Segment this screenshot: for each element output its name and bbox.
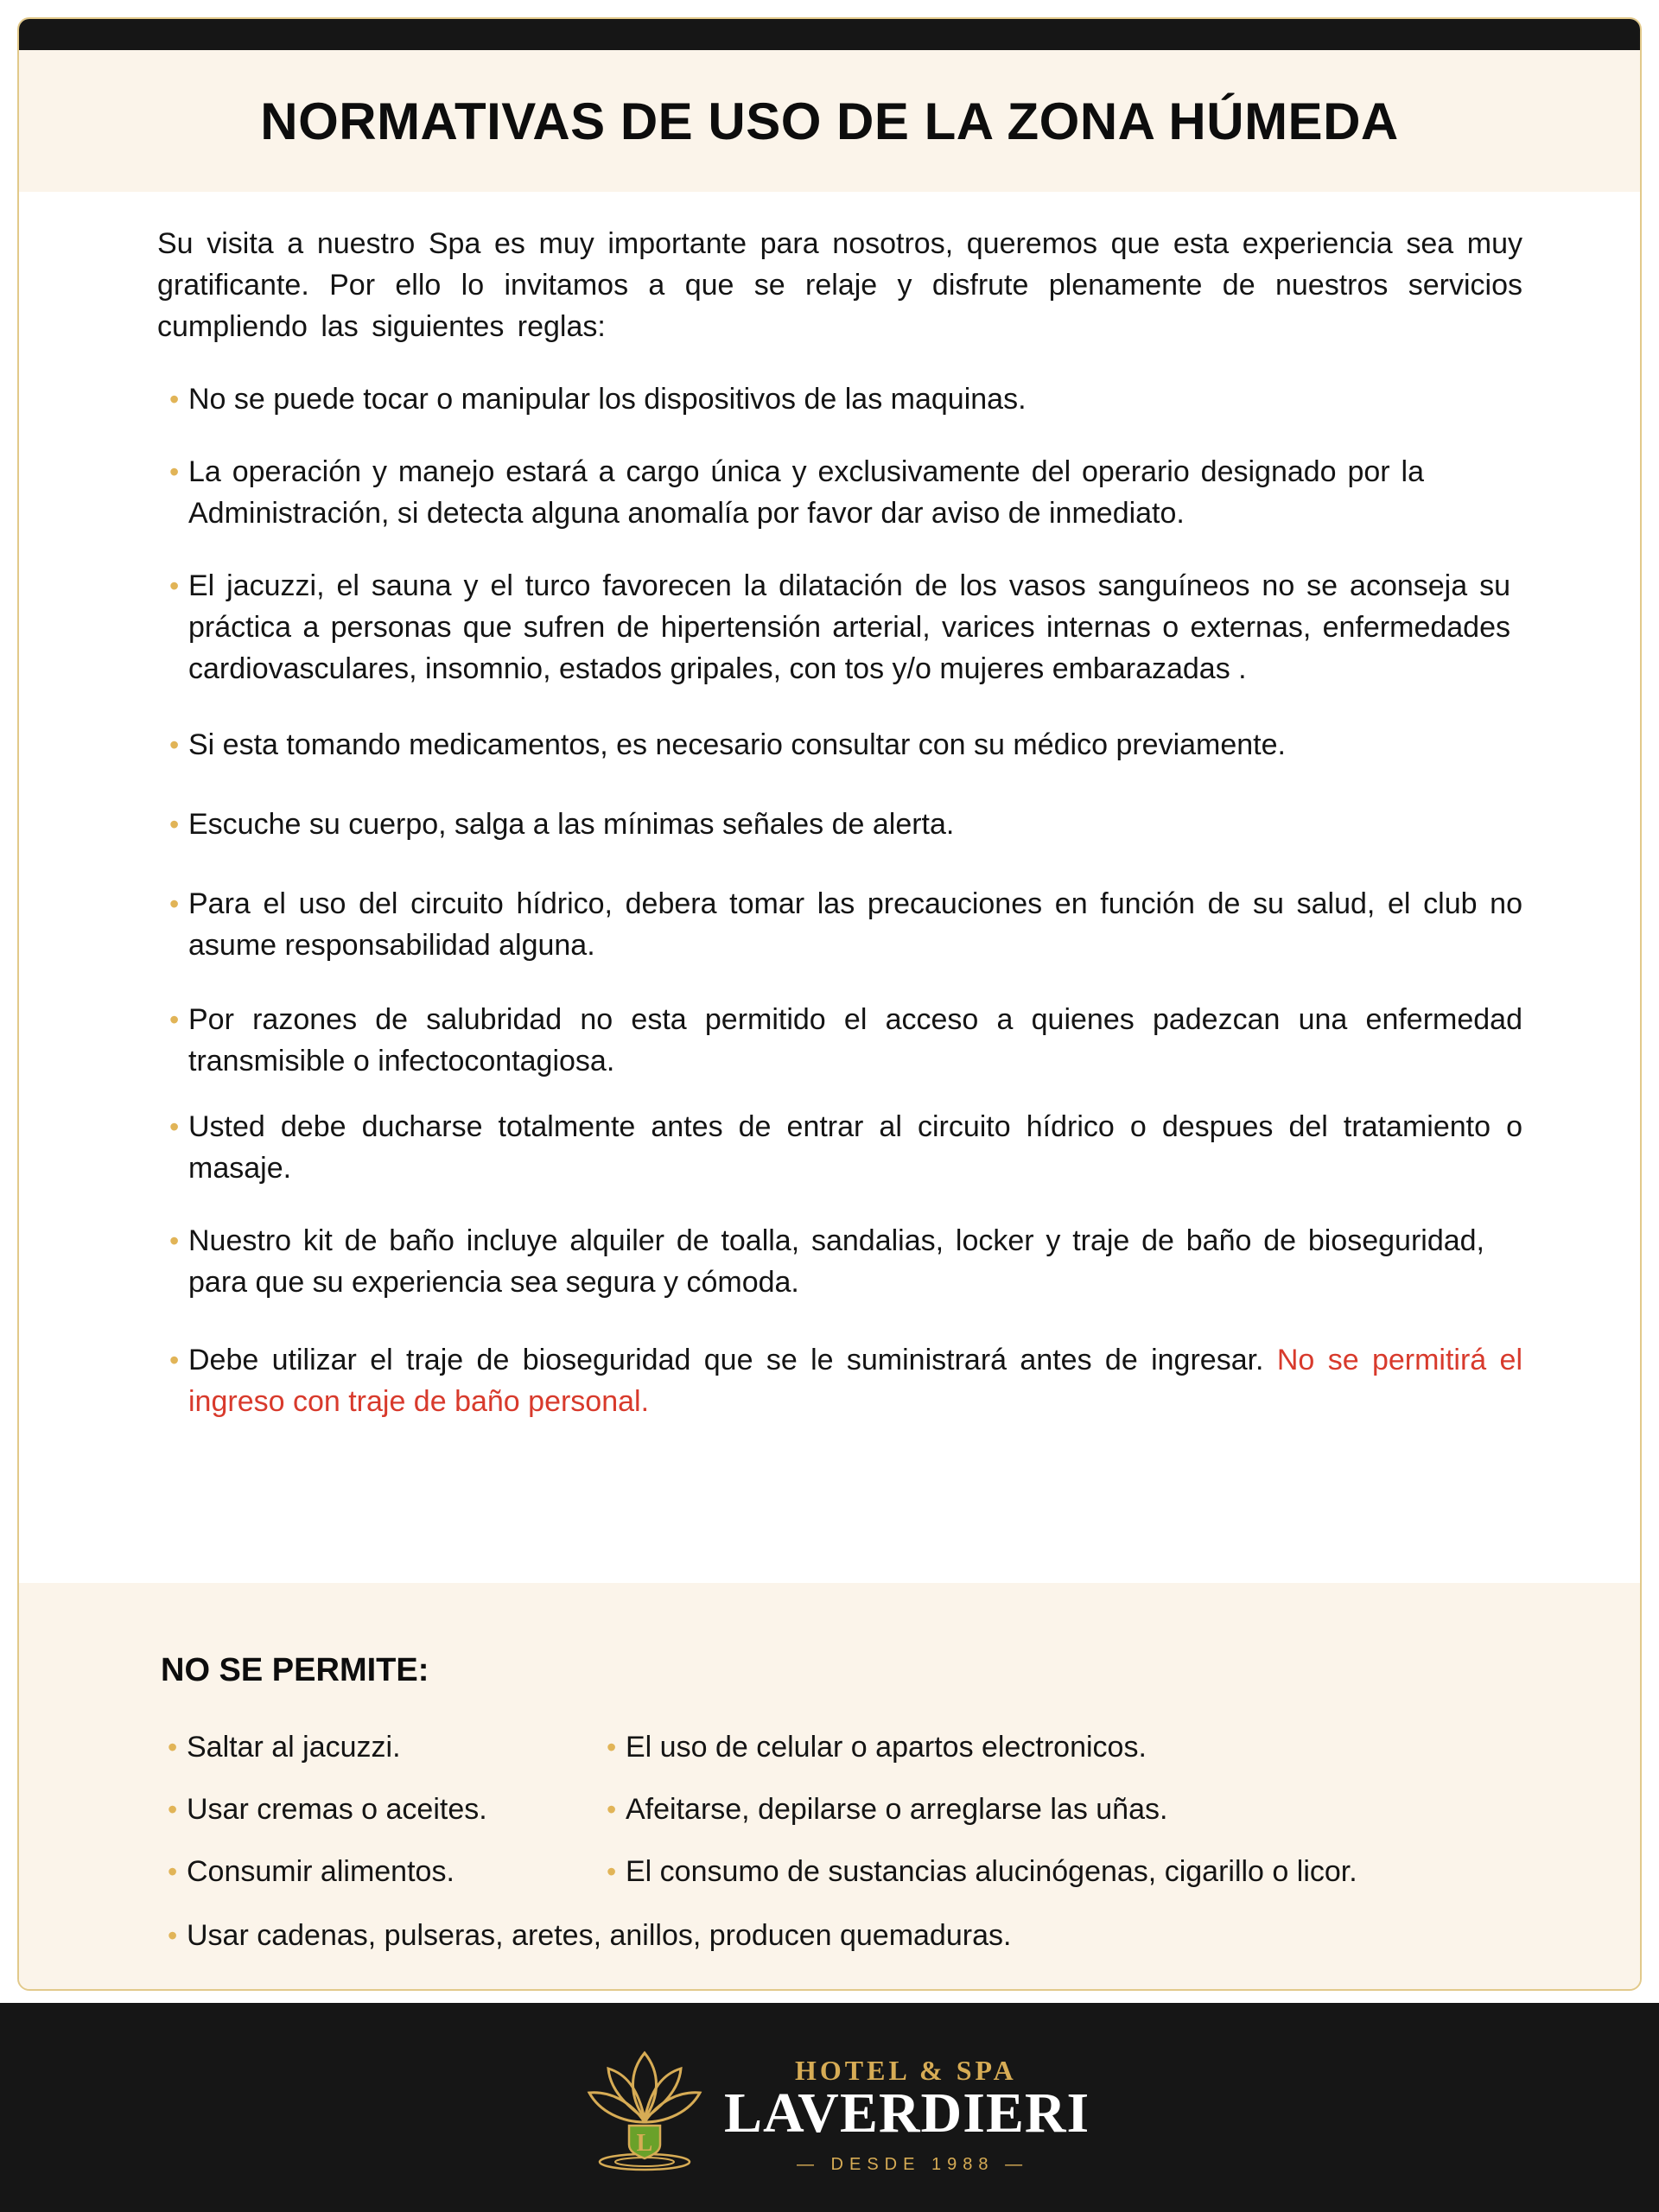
bullet-icon: • <box>607 1732 617 1763</box>
bullet-icon: • <box>169 1344 180 1376</box>
not-permitted-item <box>168 1728 401 1766</box>
bullet-icon: • <box>168 1920 178 1951</box>
not-permitted-item <box>607 1790 1167 1828</box>
not-permitted-section <box>19 1583 1640 1991</box>
lotus-logo-icon <box>584 2044 705 2174</box>
bullet-icon: • <box>169 888 180 919</box>
rule-text: Para el uso del circuito hídrico, debera tomar las precauciones en función de su salud, el club no asume responsabilidad alguna. <box>188 887 1522 962</box>
not-permitted-item <box>607 1853 1357 1891</box>
not-permitted-text: Afeitarse, depilarse o arreglarse las uñas. <box>626 1793 1168 1826</box>
rule-item <box>169 1106 1522 1189</box>
not-permitted-item <box>168 1916 1011 1955</box>
rule-item <box>169 883 1522 966</box>
rule-item <box>169 451 1424 534</box>
rule-item <box>169 724 1522 766</box>
rule-text: La operación y manejo estará a cargo única y exclusivamente del operario designado por la Administración, si detecta alguna anomalía por favor dar aviso de inmediato. <box>188 455 1424 530</box>
not-permitted-text: Saltar al jacuzzi. <box>187 1731 401 1764</box>
bullet-icon: • <box>168 1856 178 1887</box>
rule-text: Usted debe ducharse totalmente antes de entrar al circuito hídrico o despues del tratamiento o masaje. <box>188 1110 1522 1185</box>
rule-item <box>169 999 1522 1082</box>
rule-text: Por razones de salubridad no esta permitido el acceso a quienes padezcan una enfermedad transmisible o infectocontagiosa. <box>188 1003 1522 1077</box>
bullet-icon: • <box>607 1856 617 1887</box>
rule-item <box>169 1339 1522 1422</box>
rules-content <box>157 192 1522 1422</box>
rule-text: Escuche su cuerpo, salga a las mínimas señales de alerta. <box>188 808 955 841</box>
bullet-icon: • <box>168 1732 178 1763</box>
brand-since: — DESDE 1988 — <box>797 2155 1029 2174</box>
top-bar <box>19 19 1640 50</box>
not-permitted-text: Usar cadenas, pulseras, aretes, anillos, producen quemaduras. <box>187 1919 1012 1952</box>
bullet-icon: • <box>169 1225 180 1256</box>
bullet-icon: • <box>169 570 180 601</box>
not-permitted-text: El consumo de sustancias alucinógenas, cigarillo o licor. <box>626 1855 1357 1888</box>
not-permitted-item <box>168 1790 487 1828</box>
bullet-icon: • <box>169 1004 180 1035</box>
brand-subtitle: HOTEL & SPA <box>795 2055 1017 2086</box>
page-title: NORMATIVAS DE USO DE LA ZONA HÚMEDA <box>260 92 1399 150</box>
logo-letter: L <box>636 2130 653 2157</box>
rule-item <box>169 565 1510 690</box>
not-permitted-item <box>607 1728 1147 1766</box>
not-permitted-title: NO SE PERMITE: <box>161 1652 429 1688</box>
rule-text: El jacuzzi, el sauna y el turco favorecen la dilatación de los vasos sanguíneos no se aconseja su práctica a personas que sufren de hipertensión arterial, varices internas o externas, enfermedades cardiovasculares, insomnio, estados gripales, con tos y/o mujeres embarazadas . <box>188 569 1510 685</box>
brand-name: LAVERDIERI <box>724 2082 1090 2145</box>
footer <box>0 2003 1659 2212</box>
not-permitted-item <box>168 1853 454 1891</box>
title-band <box>19 50 1640 192</box>
bullet-icon: • <box>169 1111 180 1142</box>
not-permitted-text: Usar cremas o aceites. <box>187 1793 487 1826</box>
bullet-icon: • <box>607 1794 617 1825</box>
rule-item <box>169 804 1522 845</box>
bullet-icon: • <box>169 456 180 487</box>
bullet-icon: • <box>169 384 180 415</box>
intro-paragraph: Su visita a nuestro Spa es muy importante para nosotros, queremos que esta experiencia sea muy gratificante. Por ello lo invitamos a que se relaje y disfrute plenamente de nuestros servicios cumpliendo las siguientes reglas: <box>157 227 1522 343</box>
rule-text: Si esta tomando medicamentos, es necesario consultar con su médico previamente. <box>188 728 1286 761</box>
rule-text: Debe utilizar el traje de bioseguridad que se le suministrará antes de ingresar. <box>188 1344 1264 1376</box>
rule-item <box>169 378 1522 420</box>
rule-item <box>169 1220 1484 1303</box>
rule-text: Nuestro kit de baño incluye alquiler de toalla, sandalias, locker y traje de baño de bioseguridad, para que su experiencia sea segura y cómoda. <box>188 1224 1484 1299</box>
bullet-icon: • <box>169 729 180 760</box>
not-permitted-text: Consumir alimentos. <box>187 1855 454 1888</box>
rules-list <box>157 378 1522 1422</box>
rule-text: No se puede tocar o manipular los dispositivos de las maquinas. <box>188 383 1027 416</box>
bullet-icon: • <box>168 1794 178 1825</box>
bullet-icon: • <box>169 809 180 840</box>
rules-card <box>17 17 1642 1991</box>
rule-warning-text: No se permitirá el ingreso con traje de baño personal. <box>188 1344 1523 1418</box>
not-permitted-text: El uso de celular o apartos electronicos. <box>626 1731 1147 1764</box>
